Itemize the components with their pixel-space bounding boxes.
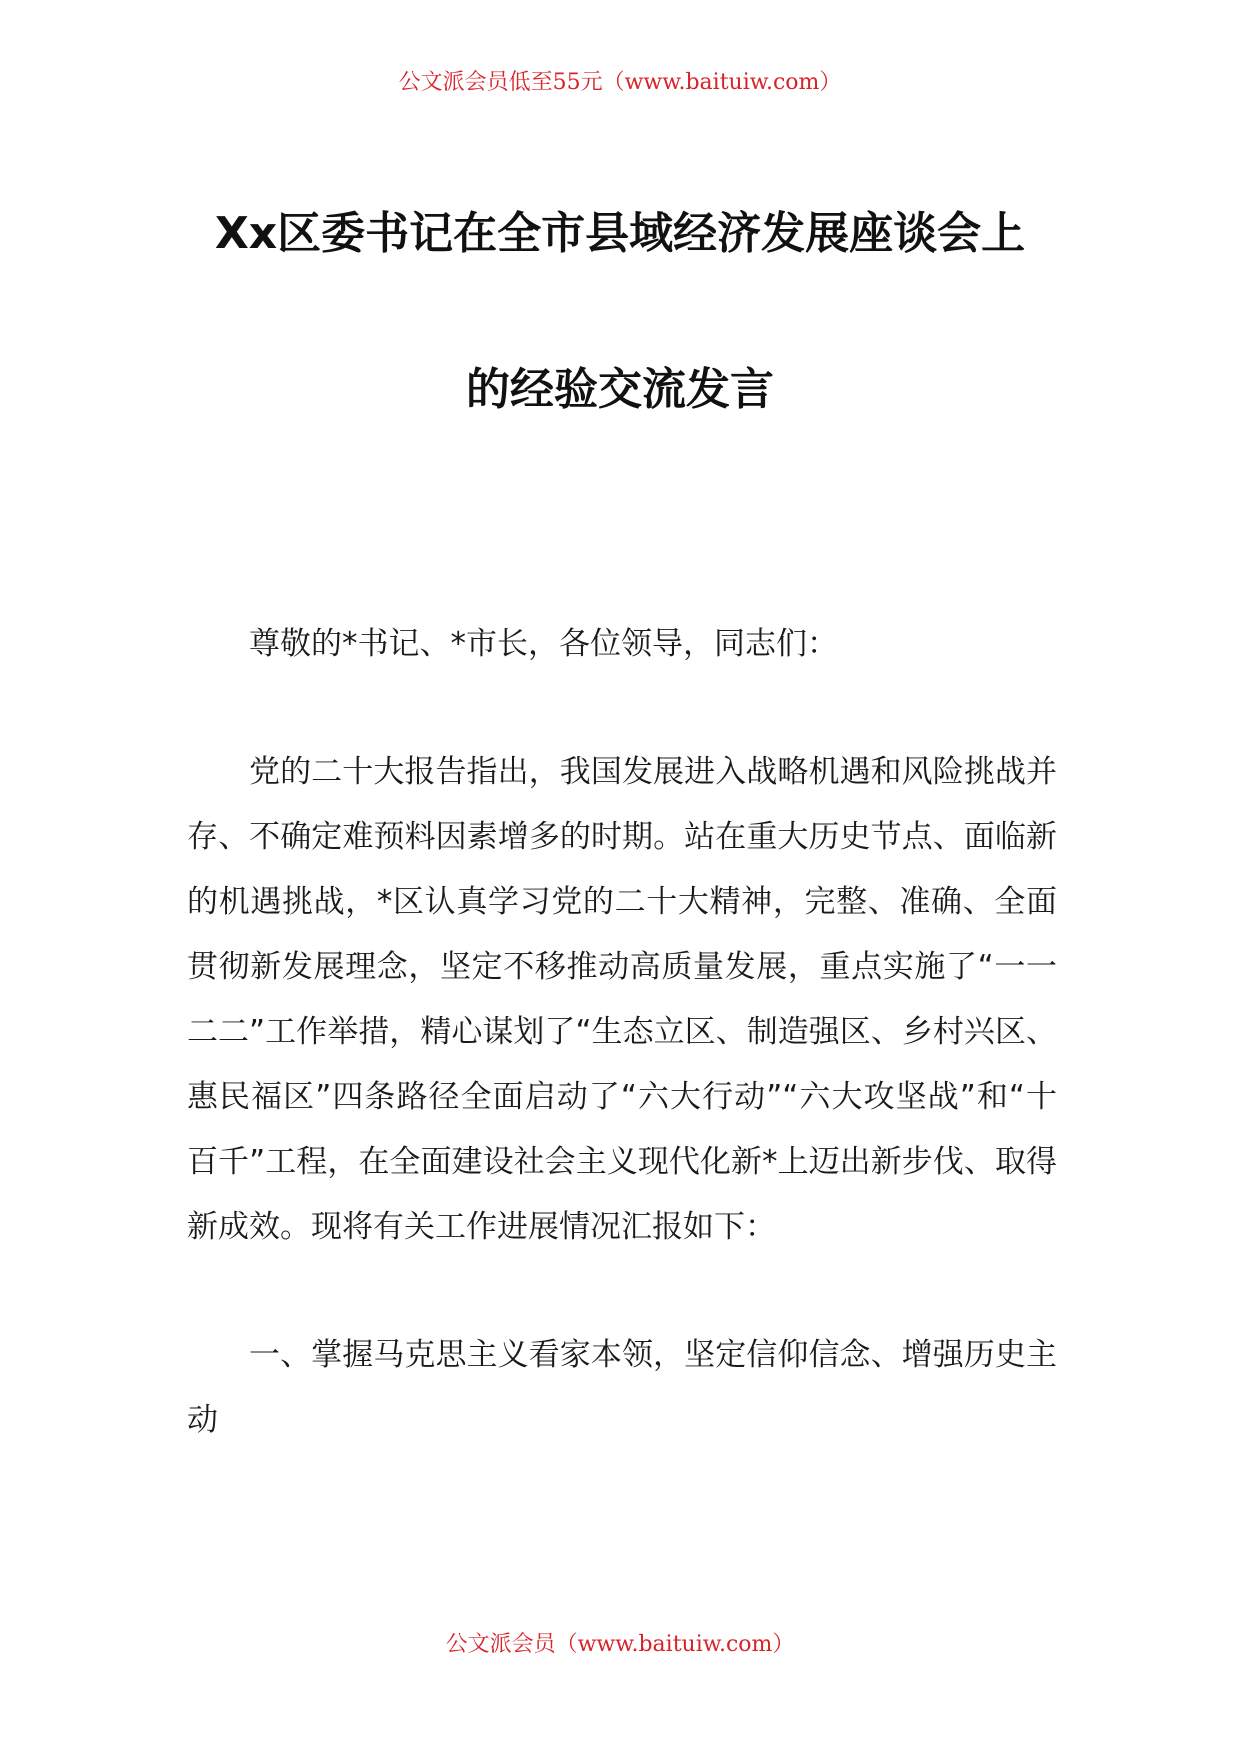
document-body — [187, 612, 1057, 1453]
document-title-line-1: Xx区委书记在全市县域经济发展座谈会上 — [214, 208, 1026, 259]
footer-watermark-banner: 公文派会员（www.baituiw.com） — [445, 1632, 795, 1657]
body-paragraph: 党的二十大报告指出，我国发展进入战略机遇和风险挑战并存、不确定难预料因素增多的时期。站在重大历史节点、面临新的机遇挑战，*区认真学习党的二十大精神，完整、准确、全面贯彻新发展理念，坚定不移推动高质量发展，重点实施了“一一二二”工作举措，精心谋划了“生态立区、制造强区、乡村兴区、惠民福区”四条路径全面启动了“六大行动”“六大攻坚战”和“十百千”工程，在全面建设社会主义现代化新*上迈出新步伐、取得新成效。现将有关工作进展情况汇报如下： — [187, 754, 1057, 1245]
header-watermark-banner: 公文派会员低至55元（www.baituiw.com） — [398, 70, 842, 95]
document-title-line-2: 的经验交流发言 — [466, 364, 774, 415]
salutation: 尊敬的*书记、*市长，各位领导，同志们： — [249, 626, 838, 662]
section-heading: 一、掌握马克思主义看家本领，坚定信仰信念、增强历史主动 — [187, 1337, 1057, 1438]
